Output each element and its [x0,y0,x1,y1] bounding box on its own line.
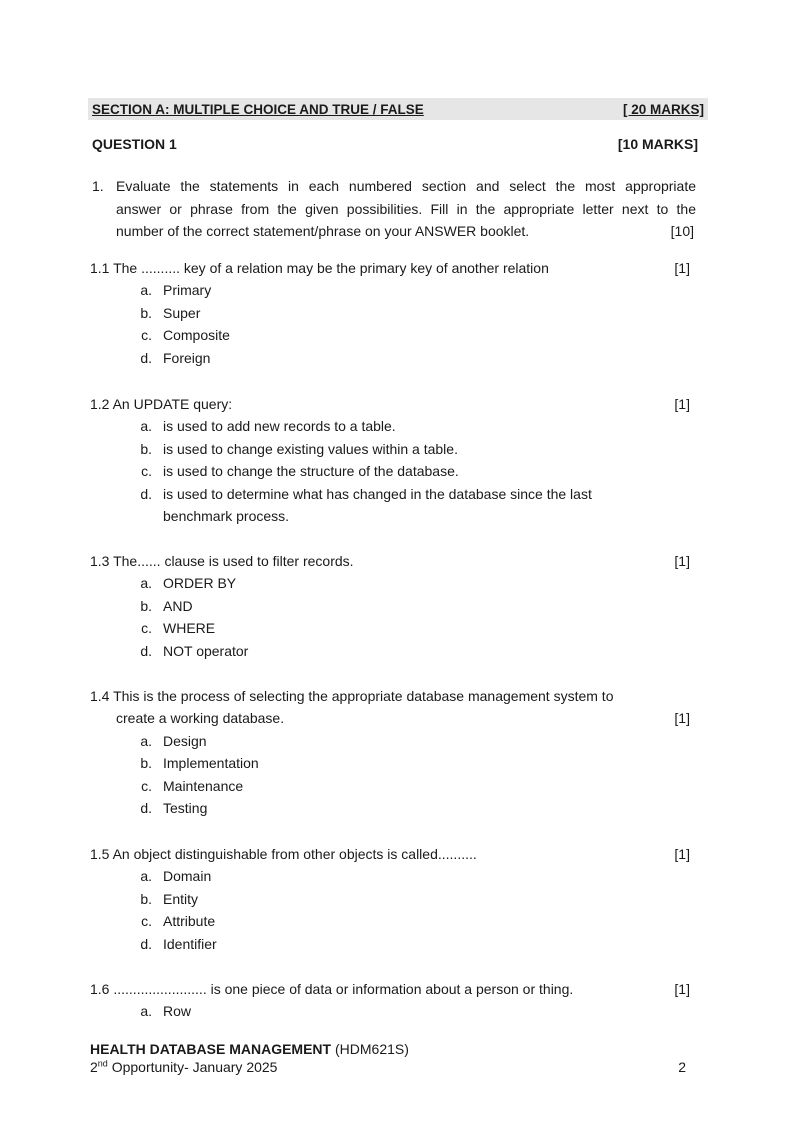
instruction-line: Evaluate the statements in each numbered section and select the most appropriate [116,178,696,194]
option-letter: a. [140,282,152,299]
option-text: Domain [163,868,212,885]
question-stem: 1.2 An UPDATE query: [90,396,233,412]
option-text: Testing [163,800,208,816]
question-marks: [1] [674,710,690,727]
option-letter: a. [140,418,152,435]
option-letter: d. [140,349,152,366]
option-text: Super [163,304,201,321]
footer-opportunity [90,1058,277,1076]
option-text: is used to change existing values within a table. [163,440,458,457]
opportunity-text: Opportunity- January 2025 [107,1059,278,1075]
option-letter: d. [140,800,152,816]
option-text: Maintenance [163,777,244,794]
question-marks: [1] [674,396,690,412]
instruction-number: 1. [92,178,104,194]
option-letter: a. [140,1003,152,1020]
option-letter: b. [140,304,152,321]
footer-course-code: (HDM621S) [335,1041,409,1057]
option-text: benchmark process. [163,508,290,524]
option-letter: b. [140,755,152,772]
option-text: Foreign [163,349,211,366]
option-text: Attribute [163,913,216,930]
opportunity-sup: nd [97,1058,108,1069]
question-marks: [10 MARKS] [617,136,698,152]
option-text: ORDER BY [163,575,237,592]
option-text: is used to add new records to a table. [163,418,396,435]
option-letter: c. [141,463,152,480]
question-marks: [1] [674,846,690,862]
question-marks: [1] [674,981,690,997]
option-letter: d. [140,642,152,659]
section-title: SECTION A: MULTIPLE CHOICE AND TRUE / FALSE [92,102,424,117]
option-text: Identifier [163,935,217,952]
question-stem: 1.5 An object distinguishable from other objects is called.......... [90,846,477,862]
option-letter: a. [140,868,152,885]
option-letter: c. [141,327,152,344]
option-text: Composite [163,327,230,344]
option-text: Primary [163,282,212,299]
instruction-marks: [10] [670,223,694,239]
option-letter: c. [141,913,152,930]
option-letter: d. [140,485,152,502]
option-text: Row [163,1003,192,1020]
option-text: Implementation [163,755,259,772]
page-number: 2 [678,1059,686,1075]
instruction-line: answer or phrase from the given possibilities. Fill in the appropriate letter next to the [116,201,696,217]
question-marks: [1] [674,260,690,276]
option-letter: d. [140,935,152,952]
option-text: WHERE [163,620,216,637]
option-text: AND [163,597,193,614]
option-text: is used to determine what has changed in the database since the last [163,485,592,502]
option-text: Entity [163,890,199,907]
option-text: NOT operator [163,642,249,659]
option-text: Design [163,732,207,749]
option-letter: c. [141,620,152,637]
option-letter: a. [140,575,152,592]
footer-course [90,1040,409,1058]
question-stem: 1.3 The...... clause is used to filter records. [90,553,354,569]
option-letter: a. [140,732,152,749]
question-title: QUESTION 1 [92,136,177,152]
question-stem: 1.1 The .......... key of a relation may be the primary key of another relation [90,260,549,276]
question-marks: [1] [674,553,690,569]
option-letter: b. [140,890,152,907]
footer-course-name: HEALTH DATABASE MANAGEMENT [90,1041,332,1057]
section-marks: [ 20 MARKS] [622,102,704,117]
question-stem: 1.6 ........................ is one piece of data or information about a person or thing. [90,981,574,997]
instruction-line: number of the correct statement/phrase on your ANSWER booklet. [116,223,530,239]
question-stem: 1.4 This is the process of selecting the appropriate database management system to [90,688,614,704]
option-text: is used to change the structure of the database. [163,463,459,480]
opportunity-number: 2 [90,1059,98,1075]
option-letter: b. [140,597,152,614]
option-letter: b. [140,440,152,457]
option-letter: c. [141,777,152,794]
question-stem: create a working database. [116,710,285,727]
